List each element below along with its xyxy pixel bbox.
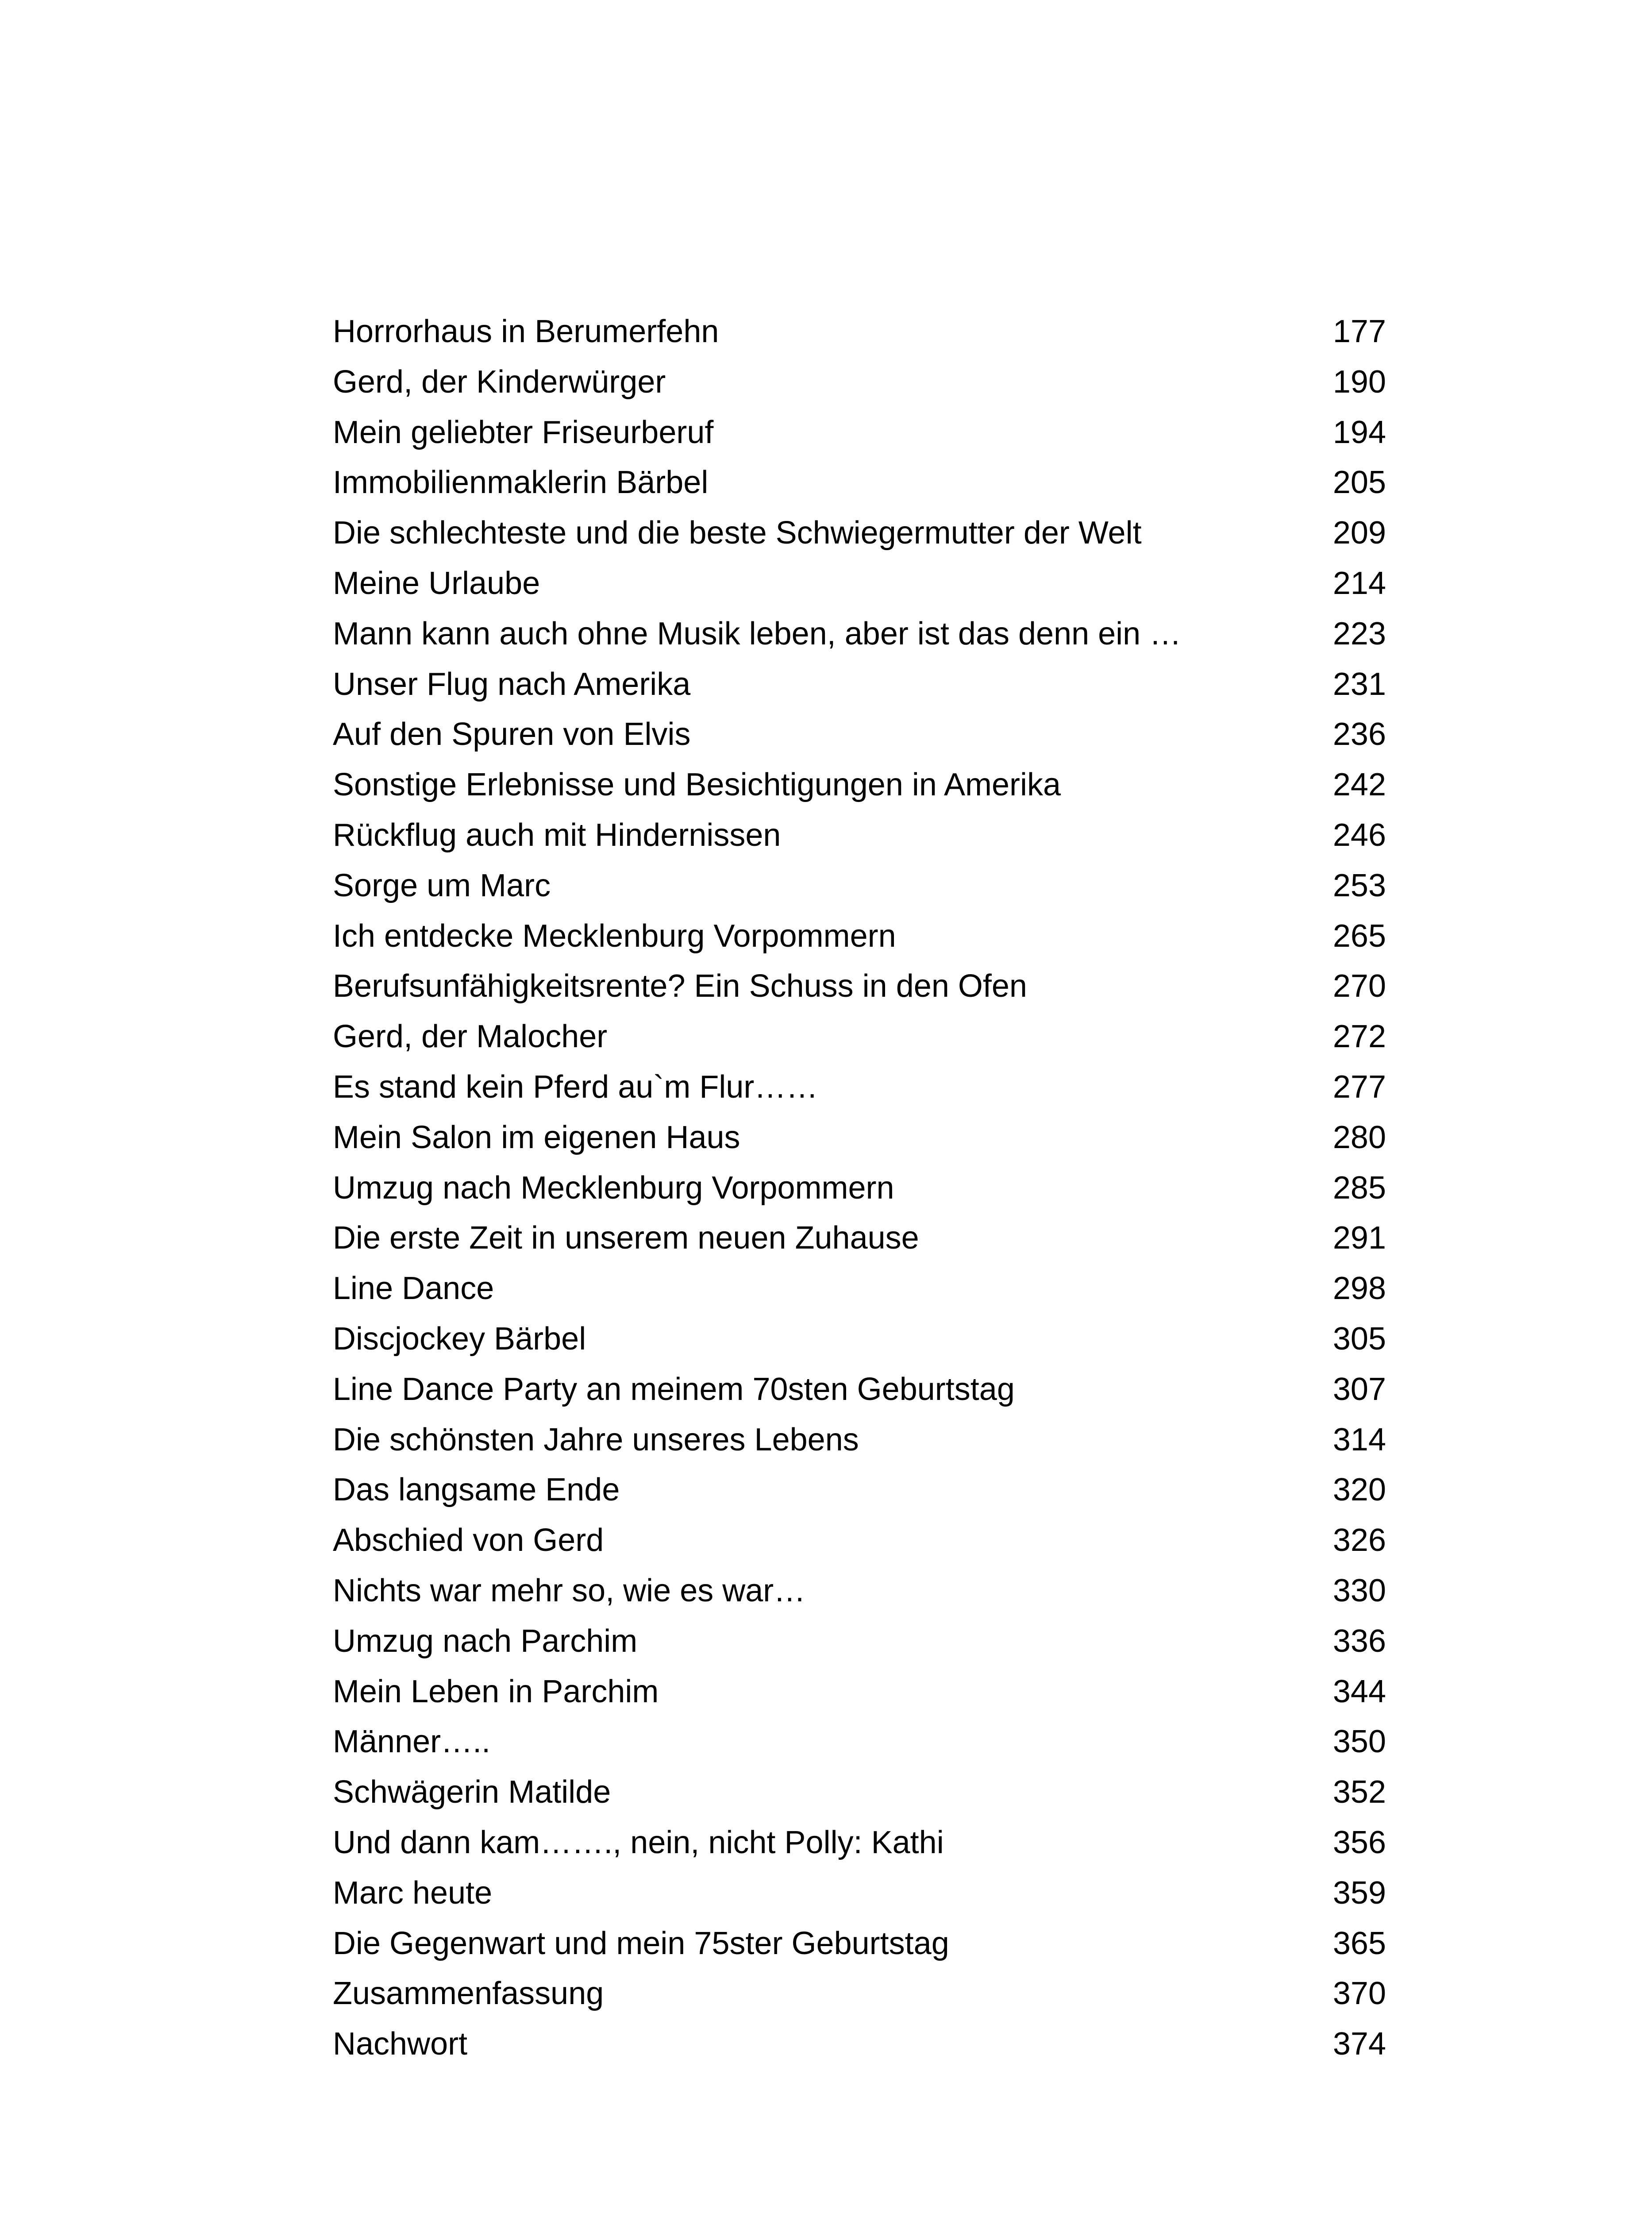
toc-entry-page-number: 205 xyxy=(1332,465,1386,501)
toc-entry xyxy=(333,1919,1386,1969)
toc-entry-title: Das langsame Ende xyxy=(333,1472,620,1508)
toc-entry xyxy=(333,458,1386,508)
toc-entry-page-number: 277 xyxy=(1332,1069,1386,1105)
toc-entry xyxy=(333,357,1386,408)
toc-entry-title: Nichts war mehr so, wie es war… xyxy=(333,1573,806,1608)
toc-entry xyxy=(333,508,1386,559)
toc-entry-title: Zusammenfassung xyxy=(333,1976,604,2012)
toc-entry-title: Line Dance xyxy=(333,1271,494,1307)
toc-entry-page-number: 236 xyxy=(1332,717,1386,752)
toc-entry-page-number: 365 xyxy=(1332,1925,1386,1961)
toc-entry xyxy=(333,1264,1386,1314)
toc-entry xyxy=(333,1868,1386,1919)
toc-entry-title: Meine Urlaube xyxy=(333,565,540,601)
toc-entry-title: Sonstige Erlebnisse und Besichtigungen in Amerika xyxy=(333,767,1061,803)
toc-entry xyxy=(333,911,1386,962)
toc-entry xyxy=(333,961,1386,1012)
toc-entry xyxy=(333,307,1386,357)
toc-entry xyxy=(333,1062,1386,1113)
toc-entry xyxy=(333,1163,1386,1214)
toc-entry-title: Marc heute xyxy=(333,1875,493,1911)
toc-entry xyxy=(333,1465,1386,1515)
toc-entry xyxy=(333,810,1386,861)
toc-entry-page-number: 326 xyxy=(1332,1523,1386,1558)
toc-entry-page-number: 336 xyxy=(1332,1623,1386,1659)
toc-entry-page-number: 194 xyxy=(1332,414,1386,450)
toc-entry-title: Discjockey Bärbel xyxy=(333,1321,586,1357)
toc-entry-title: Mann kann auch ohne Musik leben, aber ist das denn ein … xyxy=(333,616,1182,652)
toc-entry xyxy=(333,2019,1386,2070)
toc-entry-title: Mein Leben in Parchim xyxy=(333,1673,659,1709)
toc-entry-title: Nachwort xyxy=(333,2026,468,2062)
toc-entry-page-number: 314 xyxy=(1332,1422,1386,1457)
toc-entry xyxy=(333,1717,1386,1767)
toc-entry-title: Mein Salon im eigenen Haus xyxy=(333,1119,740,1155)
toc-entry-title: Auf den Spuren von Elvis xyxy=(333,717,691,752)
toc-entry-title: Die schlechteste und die beste Schwiegermutter der Welt xyxy=(333,515,1142,551)
toc-entry-page-number: 231 xyxy=(1332,666,1386,702)
toc-entry-title: Berufsunfähigkeitsrente? Ein Schuss in den Ofen xyxy=(333,968,1027,1004)
toc-entry-page-number: 305 xyxy=(1332,1321,1386,1357)
toc-entry xyxy=(333,659,1386,710)
toc-entry-title: Die erste Zeit in unserem neuen Zuhause xyxy=(333,1220,919,1256)
toc-entry xyxy=(333,760,1386,810)
toc-entry xyxy=(333,1515,1386,1566)
toc-entry-title: Immobilienmaklerin Bärbel xyxy=(333,465,709,501)
toc-entry xyxy=(333,1113,1386,1163)
toc-entry xyxy=(333,1213,1386,1264)
toc-entry xyxy=(333,1616,1386,1667)
toc-entry-title: Unser Flug nach Amerika xyxy=(333,666,691,702)
toc-entry xyxy=(333,1012,1386,1062)
toc-entry-page-number: 177 xyxy=(1332,314,1386,349)
toc-entry-page-number: 214 xyxy=(1332,565,1386,601)
toc-entry-page-number: 370 xyxy=(1332,1976,1386,2012)
toc-entry-title: Und dann kam……., nein, nicht Polly: Kathi xyxy=(333,1824,944,1860)
toc-entry-title: Die Gegenwart und mein 75ster Geburtstag xyxy=(333,1925,949,1961)
toc-entry-page-number: 280 xyxy=(1332,1119,1386,1155)
toc-entry-page-number: 190 xyxy=(1332,364,1386,400)
toc-entry-page-number: 246 xyxy=(1332,817,1386,853)
toc-entry-title: Schwägerin Matilde xyxy=(333,1774,611,1810)
toc-entry-page-number: 307 xyxy=(1332,1371,1386,1407)
toc-entry-title: Mein geliebter Friseurberuf xyxy=(333,414,714,450)
toc-entry-page-number: 350 xyxy=(1332,1724,1386,1760)
toc-entry xyxy=(333,1767,1386,1818)
table-of-contents xyxy=(333,307,1386,2070)
toc-entry-title: Line Dance Party an meinem 70sten Geburtstag xyxy=(333,1371,1015,1407)
toc-entry xyxy=(333,408,1386,458)
toc-entry-title: Abschied von Gerd xyxy=(333,1523,604,1558)
toc-entry xyxy=(333,1969,1386,2019)
toc-entry xyxy=(333,1314,1386,1365)
toc-entry-page-number: 320 xyxy=(1332,1472,1386,1508)
toc-entry-page-number: 291 xyxy=(1332,1220,1386,1256)
toc-entry xyxy=(333,609,1386,659)
toc-entry-title: Männer….. xyxy=(333,1724,491,1760)
toc-entry-page-number: 298 xyxy=(1332,1271,1386,1307)
toc-entry-title: Horrorhaus in Berumerfehn xyxy=(333,314,719,349)
toc-entry-page-number: 270 xyxy=(1332,968,1386,1004)
toc-entry xyxy=(333,1415,1386,1465)
toc-entry-page-number: 344 xyxy=(1332,1673,1386,1709)
toc-entry xyxy=(333,1818,1386,1868)
toc-entry-title: Gerd, der Kinderwürger xyxy=(333,364,666,400)
toc-entry-page-number: 374 xyxy=(1332,2026,1386,2062)
toc-entry-page-number: 356 xyxy=(1332,1824,1386,1860)
toc-entry-title: Rückflug auch mit Hindernissen xyxy=(333,817,781,853)
toc-entry-page-number: 330 xyxy=(1332,1573,1386,1608)
toc-entry-page-number: 272 xyxy=(1332,1019,1386,1055)
toc-entry-page-number: 209 xyxy=(1332,515,1386,551)
toc-entry-title: Umzug nach Parchim xyxy=(333,1623,638,1659)
toc-entry-title: Es stand kein Pferd au`m Flur…… xyxy=(333,1069,818,1105)
toc-entry-page-number: 359 xyxy=(1332,1875,1386,1911)
toc-entry-title: Die schönsten Jahre unseres Lebens xyxy=(333,1422,859,1457)
toc-entry-title: Umzug nach Mecklenburg Vorpommern xyxy=(333,1170,894,1206)
toc-entry-page-number: 242 xyxy=(1332,767,1386,803)
toc-entry xyxy=(333,709,1386,760)
toc-entry xyxy=(333,1566,1386,1616)
toc-entry xyxy=(333,861,1386,911)
toc-entry xyxy=(333,1365,1386,1415)
toc-entry-page-number: 223 xyxy=(1332,616,1386,652)
toc-entry xyxy=(333,559,1386,609)
toc-entry-page-number: 253 xyxy=(1332,867,1386,903)
toc-entry-title: Sorge um Marc xyxy=(333,867,551,903)
toc-entry xyxy=(333,1667,1386,1717)
toc-entry-page-number: 265 xyxy=(1332,918,1386,954)
toc-entry-page-number: 352 xyxy=(1332,1774,1386,1810)
toc-entry-title: Ich entdecke Mecklenburg Vorpommern xyxy=(333,918,896,954)
toc-entry-page-number: 285 xyxy=(1332,1170,1386,1206)
toc-entry-title: Gerd, der Malocher xyxy=(333,1019,608,1055)
